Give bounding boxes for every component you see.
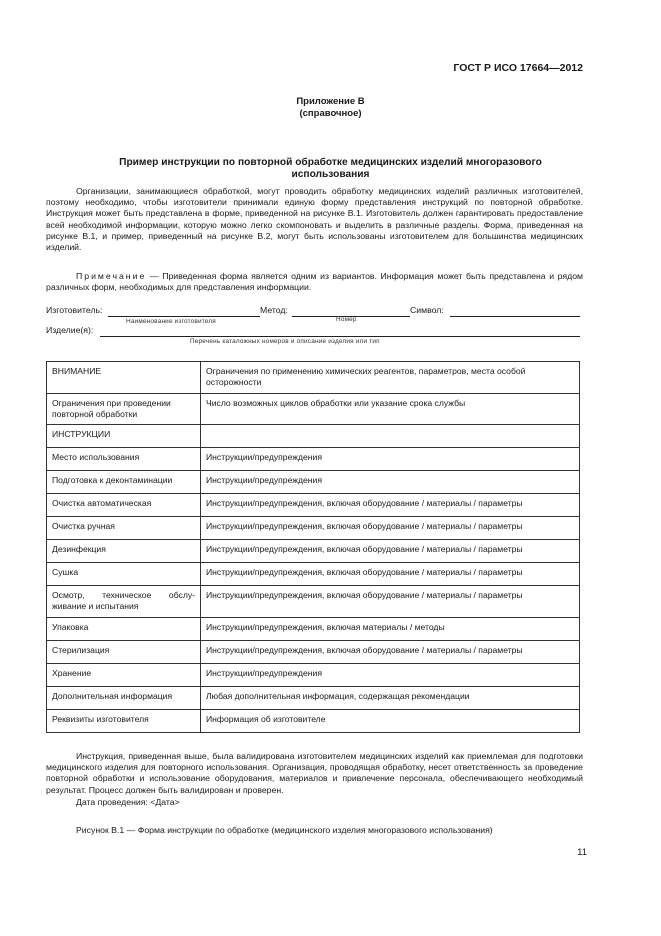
document-title bbox=[0, 157, 661, 181]
intro-paragraph: Организации, занимающиеся обработкой, могут проводить обработку медицинских изделий различных изготовителей, поэтому необходимо, чтобы изготовители принимали единую форму представления инструкций по повторной обработке. Инструкция может быть представлена в форме, приведенной на рисунке В.1. Изготовитель должен гарантировать предоставление всей необходимой информации, которую можно легко скомпоновать и выделить в различные разделы. Форма, приведенная на рисунке В.1, и пример, приведенный на рисунке В.2, могут быть использованы изготовителем для большинства медицинских изделий. bbox=[46, 186, 583, 253]
row-label: ВНИМАНИЕ bbox=[47, 362, 201, 394]
row-label: Упаковка bbox=[47, 618, 201, 641]
table-row bbox=[47, 394, 580, 425]
row-value: Инструкции/предупреждения bbox=[201, 664, 580, 687]
row-value: Инструкции/предупреждения, включая материалы / методы bbox=[201, 618, 580, 641]
document-title-line2: использования bbox=[291, 169, 370, 180]
row-value: Информация об изготовителе bbox=[201, 710, 580, 733]
row-label: Очистка автоматическая bbox=[47, 494, 201, 517]
row-value bbox=[201, 425, 580, 448]
manufacturer-label: Изготовитель: bbox=[46, 305, 103, 315]
product-field-line bbox=[100, 336, 580, 337]
table-row bbox=[47, 563, 580, 586]
table-row bbox=[47, 641, 580, 664]
note-text: — Приведенная форма является одним из вариантов. Информация может быть представлена и рядом различных форм, необходимых для представления информации. bbox=[46, 271, 583, 293]
page-number: 11 bbox=[577, 847, 587, 858]
row-label: Реквизиты изготовителя bbox=[47, 710, 201, 733]
row-value: Любая дополнительная информация, содержащая рекомендации bbox=[201, 687, 580, 710]
row-label: Стерилизация bbox=[47, 641, 201, 664]
manufacturer-caption: Наименование изготовителя bbox=[126, 318, 216, 325]
row-label: Хранение bbox=[47, 664, 201, 687]
row-value: Инструкции/предупреждения bbox=[201, 471, 580, 494]
product-label: Изделие(я): bbox=[46, 325, 94, 335]
row-value: Инструкции/предупреждения, включая оборудование / материалы / параметры bbox=[201, 586, 580, 618]
document-title-line1: Пример инструкции по повторной обработке медицинских изделий многоразового bbox=[119, 157, 542, 168]
table-row bbox=[47, 448, 580, 471]
validation-paragraph: Инструкция, приведенная выше, была валидирована изготовителем медицинских изделий как приемлемая для подготовки медицинского изделия для повторного использования. Организация, проводящая обработку, несет ответственность за проведение повторной обработки и использование оборудования, материалов и привлечение персонала, обеспечивающего необходимый результат. Процесс должен быть валидирован и проверен. bbox=[46, 751, 583, 795]
annex-heading bbox=[0, 96, 661, 119]
row-label: ИНСТРУКЦИИ bbox=[47, 425, 201, 448]
row-label: Дополнительная информация bbox=[47, 687, 201, 710]
table-row bbox=[47, 710, 580, 733]
note-paragraph bbox=[46, 271, 583, 293]
row-label: Очистка ручная bbox=[47, 517, 201, 540]
row-label: Место использования bbox=[47, 448, 201, 471]
row-label-line2: живание и испытания bbox=[52, 600, 139, 611]
row-value: Число возможных циклов обработки или указание срока службы bbox=[201, 394, 580, 425]
row-label bbox=[47, 586, 201, 618]
row-value: Инструкции/предупреждения bbox=[201, 448, 580, 471]
product-caption: Перечень каталожных номеров и описание изделия или тип bbox=[190, 338, 380, 345]
table-row bbox=[47, 664, 580, 687]
row-label: Подготовка к деконтаминации bbox=[47, 471, 201, 494]
row-label: Ограничения при проведении повторной обработки bbox=[47, 394, 201, 425]
row-label: Сушка bbox=[47, 563, 201, 586]
row-value: Ограничения по применению химических реагентов, параметров, места особой осторожности bbox=[201, 362, 580, 394]
table-row bbox=[47, 517, 580, 540]
table-row bbox=[47, 471, 580, 494]
row-value: Инструкции/предупреждения, включая оборудование / материалы / параметры bbox=[201, 563, 580, 586]
annex-title: Приложение В bbox=[296, 96, 365, 107]
note-label: Примечание bbox=[76, 271, 147, 281]
figure-caption: Рисунок В.1 — Форма инструкции по обработке (медицинского изделия многоразового использования) bbox=[76, 825, 493, 835]
row-value: Инструкции/предупреждения, включая оборудование / материалы / параметры bbox=[201, 540, 580, 563]
validation-date: Дата проведения: <Дата> bbox=[76, 797, 180, 807]
row-label-line1: Осмотр, техническое обслу- bbox=[52, 590, 195, 600]
table-row bbox=[47, 494, 580, 517]
table-row bbox=[47, 425, 580, 448]
table-row bbox=[47, 586, 580, 618]
row-value: Инструкции/предупреждения, включая оборудование / материалы / параметры bbox=[201, 517, 580, 540]
symbol-field-line bbox=[450, 316, 580, 317]
row-value: Инструкции/предупреждения, включая оборудование / материалы / параметры bbox=[201, 494, 580, 517]
table-row bbox=[47, 362, 580, 394]
method-label: Метод: bbox=[260, 305, 288, 315]
standard-code: ГОСТ Р ИСО 17664—2012 bbox=[453, 62, 583, 74]
number-caption: Номер bbox=[336, 316, 357, 323]
table-row bbox=[47, 618, 580, 641]
annex-subtitle: (справочное) bbox=[299, 107, 362, 119]
reprocessing-form-table bbox=[46, 361, 580, 733]
row-value: Инструкции/предупреждения, включая оборудование / материалы / параметры bbox=[201, 641, 580, 664]
row-label: Дезинфекция bbox=[47, 540, 201, 563]
table-row bbox=[47, 540, 580, 563]
manufacturer-field-line bbox=[108, 316, 260, 317]
symbol-label: Символ: bbox=[410, 305, 444, 315]
table-row bbox=[47, 687, 580, 710]
